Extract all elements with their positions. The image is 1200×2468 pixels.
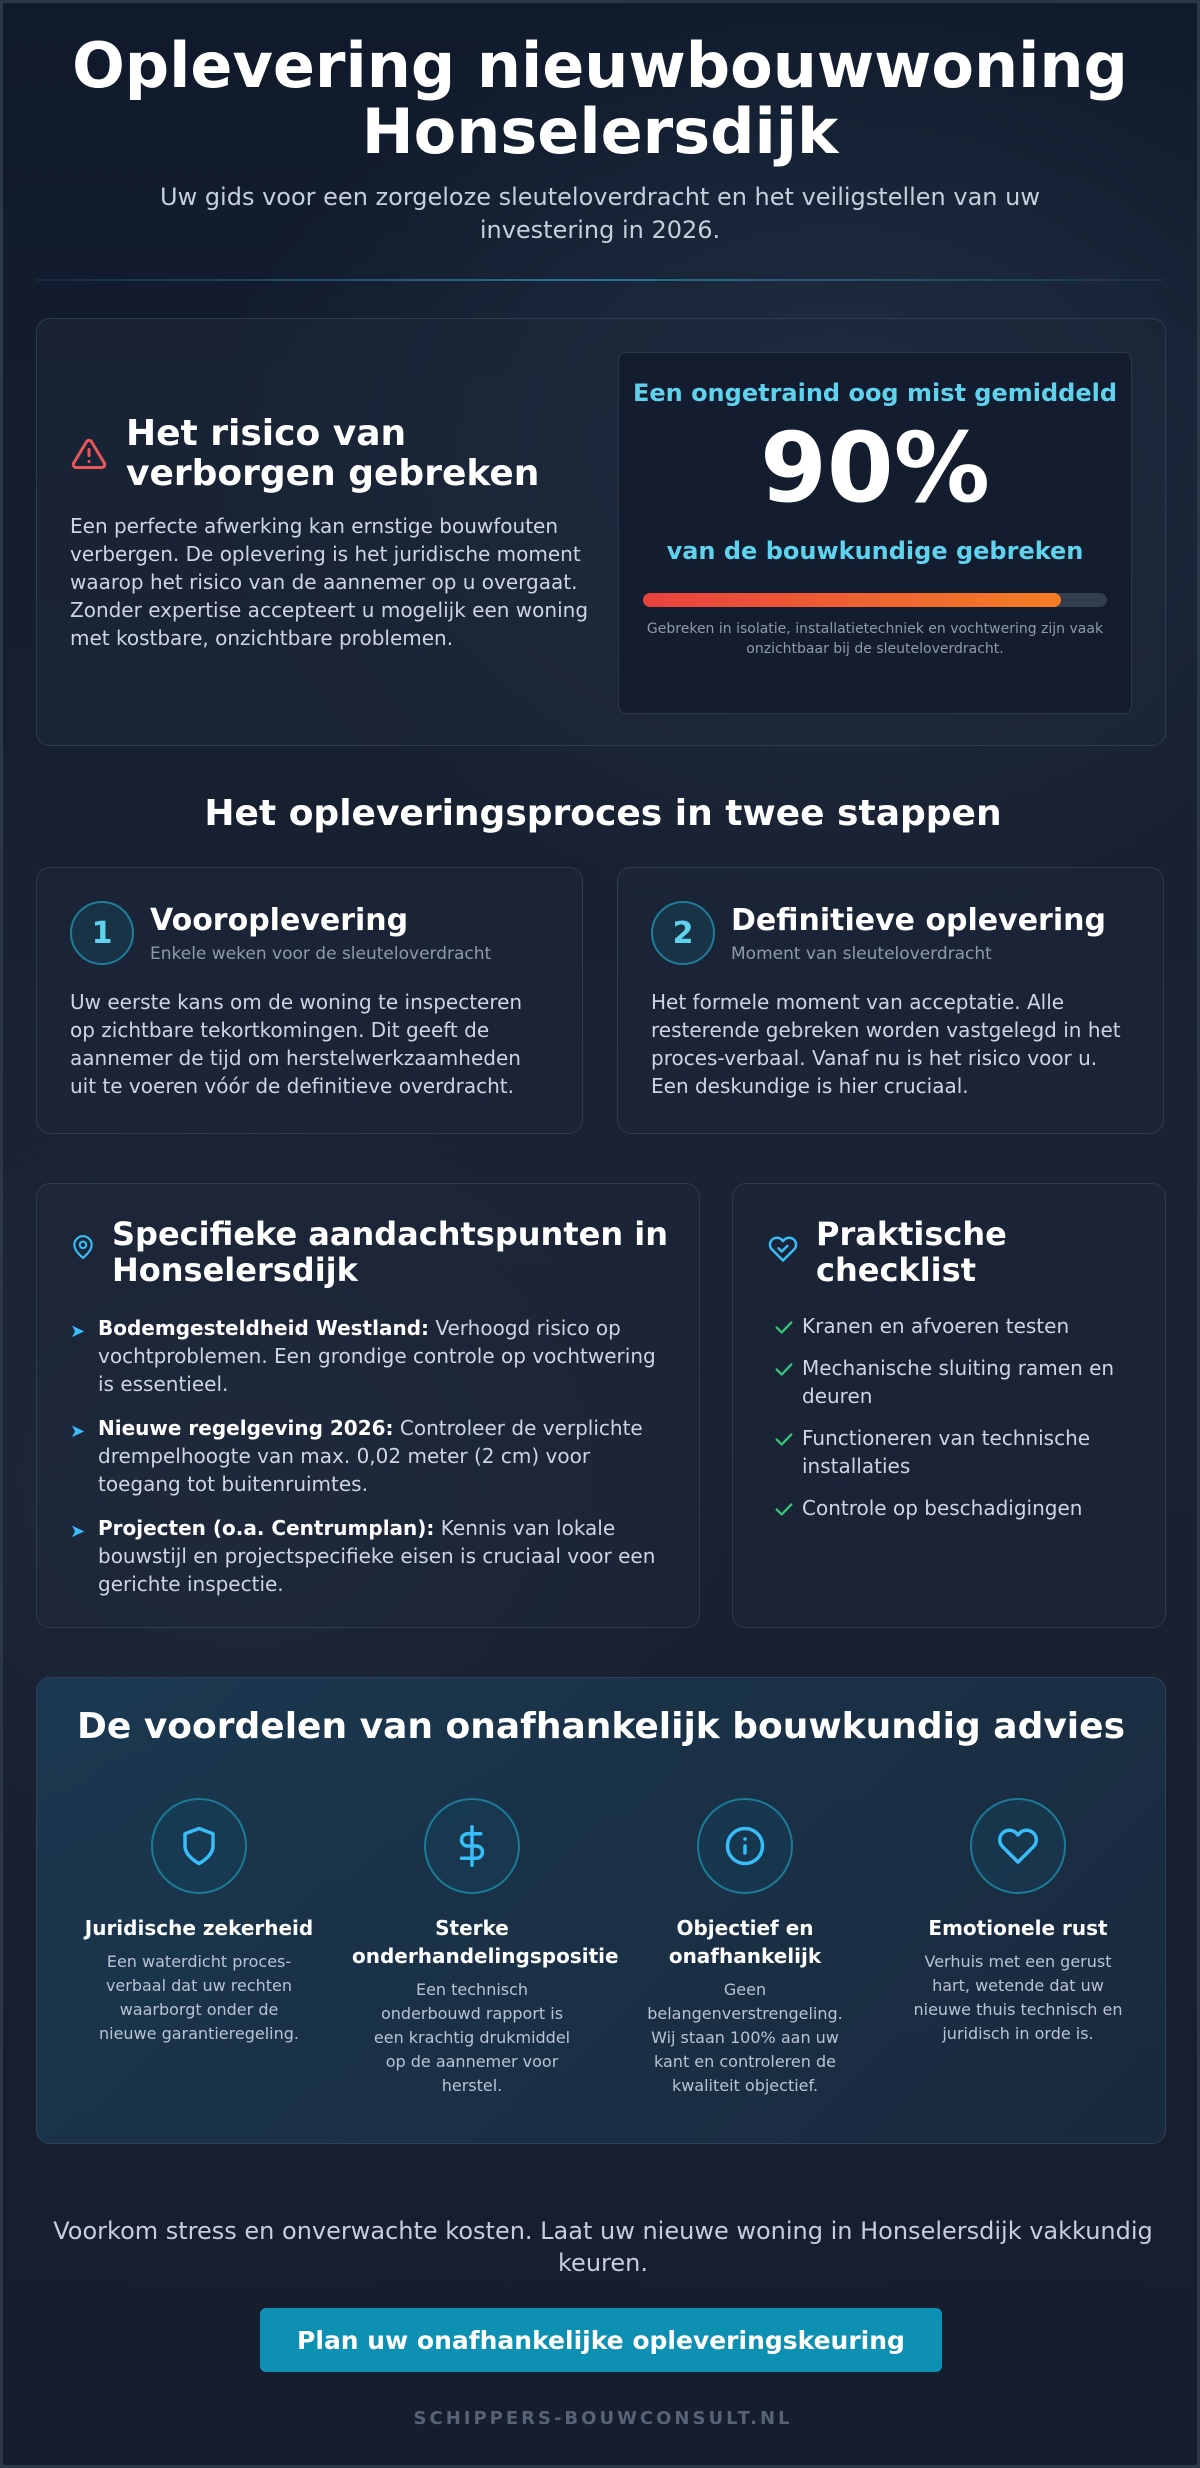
benefit-title: Sterke onderhandelingspositie (352, 1916, 619, 1968)
benefits-card (36, 1677, 1166, 2144)
benefit-item (79, 1798, 319, 2046)
step-text: Uw eerste kans om de woning te inspecteren op zichtbare tekortkomingen. Dit geeft de aannemer de tijd om herstelwerkzaamheden uit te voeren vóór de definitieve overdracht. (70, 990, 523, 1098)
step-card-1 (36, 867, 583, 1134)
benefit-item (625, 1798, 865, 2098)
risk-text: Een perfecte afwerking kan ernstige bouwfouten verbergen. De oplevering is het juridische moment waarop het risico van de aannemer op u overgaat. Zonder expertise accepteert u mogelijk een woning met kostbare, onzichtbare problemen. (70, 514, 589, 650)
item-label: Nieuwe regelgeving 2026: (98, 1416, 394, 1440)
heart-check-icon (766, 1234, 800, 1264)
step-number-badge: 2 (651, 901, 715, 965)
benefit-title: Objectief en onafhankelijk (668, 1916, 822, 1968)
header-divider (36, 279, 1164, 281)
attention-title: Specifieke aandachtspunten in Honselersdijk (112, 1215, 668, 1289)
benefit-item (898, 1798, 1138, 2046)
benefit-title: Emotionele rust (928, 1916, 1108, 1940)
arrow-icon: ➤ (70, 1421, 86, 1442)
warning-triangle-icon (70, 436, 108, 472)
risk-card (36, 318, 1166, 746)
checklist (766, 1312, 1136, 1536)
item-label: Bodemgesteldheid Westland: (98, 1316, 430, 1340)
benefit-text: Een waterdicht proces-verbaal dat uw rechten waarborgt onder de nieuwe garantieregeling. (99, 1952, 299, 2043)
checklist-heading (766, 1216, 1165, 1288)
list-item (70, 1514, 670, 1598)
risk-heading (70, 414, 590, 494)
stat-progress-fill (643, 593, 1061, 607)
step-number-badge: 1 (70, 901, 134, 965)
benefit-icon-circle (151, 1798, 247, 1894)
check-icon (766, 1316, 802, 1338)
step-heading (651, 901, 1106, 965)
checklist-item (766, 1424, 1136, 1480)
plan-inspection-button[interactable]: Plan uw onafhankelijke opleveringskeuring (260, 2308, 942, 2372)
check-icon (766, 1358, 802, 1380)
process-title: Het opleveringsproces in twee stappen (204, 793, 1002, 834)
check-icon (766, 1498, 802, 1520)
footer-text: Voorkom stress en onverwachte kosten. Laat uw nieuwe woning in Honselersdijk vakkundig keuren. (53, 2217, 1153, 2277)
location-pin-icon (70, 1234, 96, 1260)
checklist-title: Praktische checklist (816, 1215, 1007, 1289)
item-text: Kennis van lokale bouwstijl en projectspecifieke eisen is cruciaal voor een gerichte inspectie. (98, 1516, 656, 1596)
heart-icon (997, 1825, 1039, 1867)
checklist-item-text: Functioneren van technische installaties (802, 1426, 1091, 1478)
item-label: Projecten (o.a. Centrumplan): (98, 1516, 435, 1540)
header (3, 3, 1197, 281)
risk-intro (70, 414, 590, 652)
checklist-item (766, 1354, 1136, 1410)
step-subtitle: Moment van sleuteloverdracht (731, 943, 992, 964)
benefit-title: Juridische zekerheid (84, 1916, 314, 1940)
stat-value: 90% (760, 412, 990, 524)
arrow-icon: ➤ (70, 1521, 86, 1542)
checklist-item-text: Controle op beschadigingen (802, 1496, 1083, 1520)
item-text: Verhoogd risico op vochtproblemen. Een grondige controle op vochtwering is essentieel. (98, 1316, 656, 1396)
arrow-icon: ➤ (70, 1321, 86, 1342)
attention-card (36, 1183, 700, 1628)
list-item (70, 1314, 670, 1398)
page-title: Oplevering nieuwbouwwoning Honselersdijk (72, 29, 1128, 168)
stat-intro: Een ongetraind oog mist gemiddeld (632, 379, 1118, 407)
step-heading (70, 901, 491, 965)
benefit-icon-circle (424, 1798, 520, 1894)
checklist-item (766, 1494, 1136, 1522)
item-text: Controleer de verplichte drempelhoogte van max. 0,02 meter (2 cm) voor toegang tot buitenruimtes. (98, 1416, 643, 1496)
benefit-item (352, 1798, 619, 2098)
info-icon (724, 1825, 766, 1867)
benefit-icon-circle (697, 1798, 793, 1894)
benefit-text: Een technisch onderbouwd rapport is een krachtig drukmiddel op de aannemer voor herstel. (373, 1980, 571, 2095)
step-subtitle: Enkele weken voor de sleuteloverdracht (150, 943, 492, 964)
check-icon (766, 1428, 802, 1450)
risk-title: Het risico van verborgen gebreken (126, 413, 540, 494)
benefit-text: Geen belangenverstrengeling. Wij staan 100% aan uw kant en controleren de kwaliteit objectief. (647, 1980, 843, 2095)
checklist-item-text: Mechanische sluiting ramen en deuren (802, 1356, 1115, 1408)
step-title: Vooroplevering (150, 902, 409, 938)
benefit-text: Verhuis met een gerust hart, wetende dat uw nieuwe thuis technisch en juridisch in orde is. (913, 1952, 1123, 2043)
attention-list (70, 1314, 670, 1614)
stat-progress-bar (643, 593, 1107, 607)
step-title: Definitieve oplevering (731, 902, 1106, 938)
step-card-2 (617, 867, 1164, 1134)
checklist-item-text: Kranen en afvoeren testen (802, 1314, 1070, 1338)
attention-heading (70, 1216, 699, 1288)
shield-icon (178, 1825, 220, 1867)
checklist-item (766, 1312, 1136, 1340)
page-subtitle: Uw gids voor een zorgeloze sleuteloverdracht en het veiligstellen van uw investering in 2026. (160, 183, 1040, 244)
stat-caption: van de bouwkundige gebreken (666, 537, 1084, 565)
website-link[interactable]: SCHIPPERS-BOUWCONSULT.NL (413, 2408, 793, 2429)
checklist-card (732, 1183, 1166, 1628)
step-text: Het formele moment van acceptatie. Alle resterende gebreken worden vastgelegd in het proces-verbaal. Vanaf nu is het risico voor u. Een deskundige is hier cruciaal. (651, 990, 1121, 1098)
stat-note: Gebreken in isolatie, installatietechniek en vochtwering zijn vaak onzichtbaar bij de sleuteloverdracht. (646, 621, 1104, 657)
benefit-icon-circle (970, 1798, 1066, 1894)
statistic-box (618, 352, 1132, 714)
dollar-icon (451, 1825, 493, 1867)
list-item (70, 1414, 670, 1498)
benefits-title: De voordelen van onafhankelijk bouwkundig advies (76, 1706, 1125, 1747)
